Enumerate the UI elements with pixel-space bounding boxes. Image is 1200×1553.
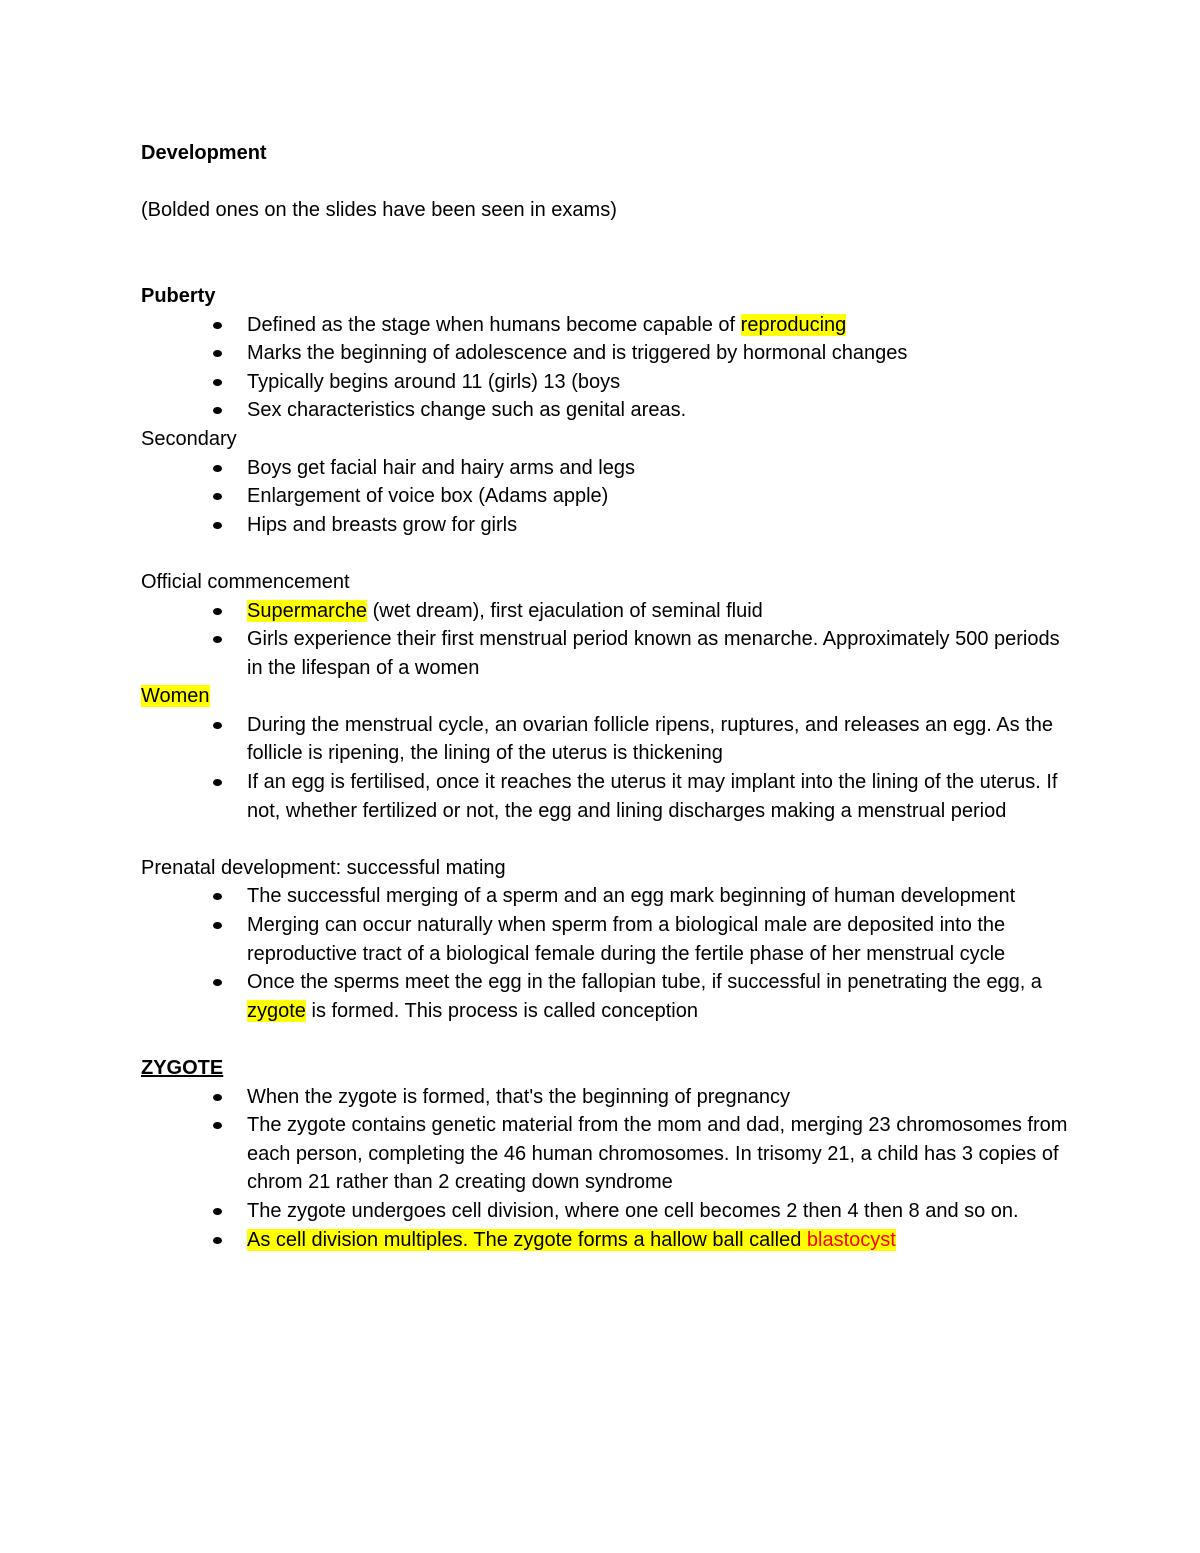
list-item: If an egg is fertilised, once it reaches the uterus it may implant into the lining of the uterus. If not, whether fertilized or not, the egg and lining discharges making a menstrual period bbox=[141, 768, 1071, 825]
list-item: Girls experience their first menstrual period known as menarche. Approximately 500 periods in the lifespan of a women bbox=[141, 625, 1071, 682]
list-item: Boys get facial hair and hairy arms and legs bbox=[141, 454, 1071, 483]
list-item bbox=[141, 1226, 1071, 1255]
highlight-term: zygote bbox=[247, 999, 306, 1022]
highlight-sentence bbox=[247, 1229, 896, 1251]
item-text: As cell division multiples. The zygote forms a hallow ball called bbox=[247, 1228, 807, 1251]
document-title: Development bbox=[141, 142, 267, 164]
item-text: is formed. This process is called conception bbox=[305, 999, 698, 1022]
prenatal-heading: Prenatal development: successful mating bbox=[141, 856, 506, 879]
highlight-term: reproducing bbox=[740, 313, 847, 336]
list-item bbox=[141, 968, 1071, 1025]
highlight-term: Women bbox=[141, 685, 210, 708]
item-text: (wet dream), first ejaculation of seminal fluid bbox=[367, 599, 763, 622]
item-text: Defined as the stage when humans become capable of bbox=[247, 313, 741, 336]
zygote-heading: ZYGOTE bbox=[141, 1057, 224, 1079]
list-item: When the zygote is formed, that's the beginning of pregnancy bbox=[141, 1083, 1071, 1112]
prenatal-list bbox=[141, 882, 1071, 1025]
zygote-list bbox=[141, 1083, 1071, 1255]
list-item: Enlargement of voice box (Adams apple) bbox=[141, 482, 1071, 511]
secondary-heading: Secondary bbox=[141, 427, 237, 450]
document-page bbox=[141, 139, 1071, 1254]
women-heading bbox=[141, 682, 1071, 711]
list-item: During the menstrual cycle, an ovarian follicle ripens, ruptures, and releases an egg. As the follicle is ripening, the lining of the uterus is thickening bbox=[141, 711, 1071, 768]
list-item: The successful merging of a sperm and an egg mark beginning of human development bbox=[141, 882, 1071, 911]
list-item: Sex characteristics change such as genital areas. bbox=[141, 396, 1071, 425]
item-text: Once the sperms meet the egg in the fallopian tube, if successful in penetrating the egg, a bbox=[247, 971, 1042, 994]
list-item: Typically begins around 11 (girls) 13 (boys bbox=[141, 368, 1071, 397]
list-item: Merging can occur naturally when sperm from a biological male are deposited into the reproductive tract of a biological female during the fertile phase of her menstrual cycle bbox=[141, 911, 1071, 968]
official-heading: Official commencement bbox=[141, 570, 350, 593]
official-list bbox=[141, 597, 1071, 683]
list-item: Hips and breasts grow for girls bbox=[141, 511, 1071, 540]
red-term: blastocyst bbox=[806, 1228, 896, 1251]
puberty-heading: Puberty bbox=[141, 284, 216, 307]
list-item: The zygote undergoes cell division, where one cell becomes 2 then 4 then 8 and so on. bbox=[141, 1197, 1071, 1226]
list-item bbox=[141, 311, 1071, 340]
secondary-list bbox=[141, 454, 1071, 540]
list-item: Marks the beginning of adolescence and is triggered by hormonal changes bbox=[141, 339, 1071, 368]
highlight-term: Supermarche bbox=[247, 599, 368, 622]
intro-note: (Bolded ones on the slides have been seen in exams) bbox=[141, 199, 617, 222]
list-item bbox=[141, 597, 1071, 626]
puberty-list bbox=[141, 311, 1071, 425]
women-list bbox=[141, 711, 1071, 825]
list-item: The zygote contains genetic material from the mom and dad, merging 23 chromosomes from each person, completing the 46 human chromosomes. In trisomy 21, a child has 3 copies of chrom 21 rather than 2 creating down syndrome bbox=[141, 1111, 1071, 1197]
